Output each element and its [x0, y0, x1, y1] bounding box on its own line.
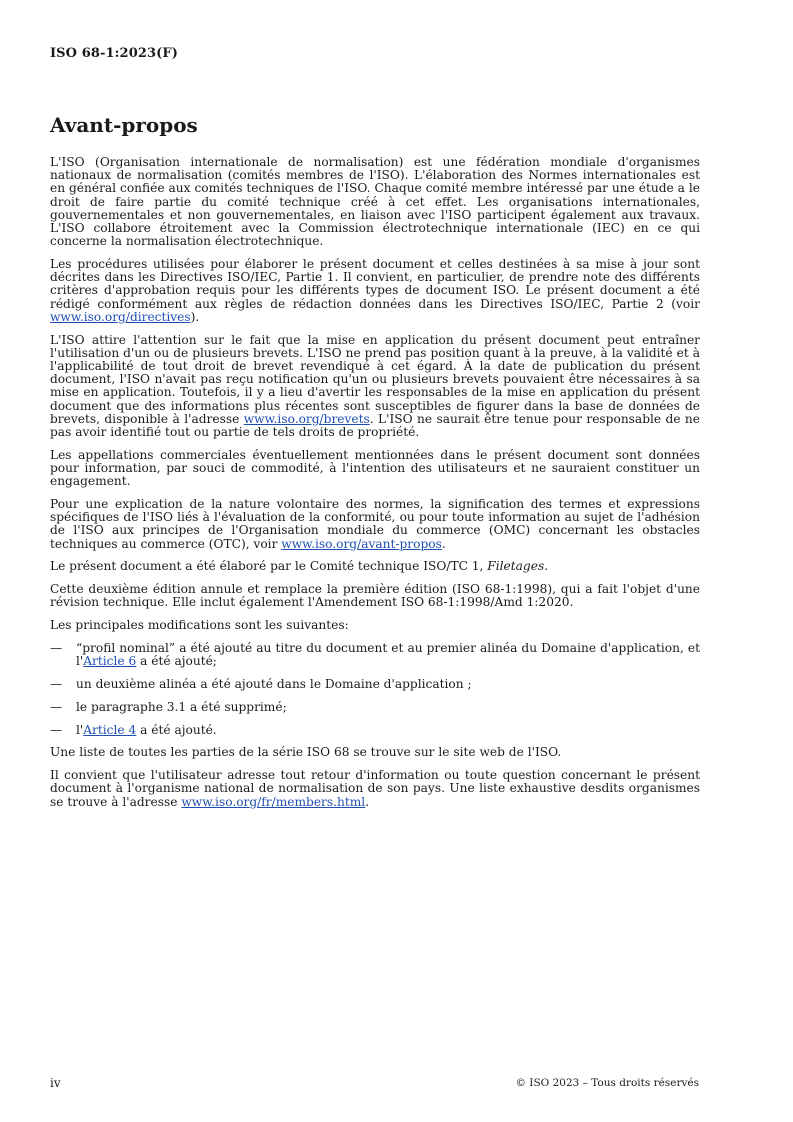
list-item — [50, 724, 700, 737]
paragraph-text: Le présent document a été élaboré par le Comité technique ISO/TC 1, — [50, 559, 488, 574]
list-item-text: le paragraphe 3.1 a été supprimé; — [76, 699, 287, 714]
paragraph-feedback — [50, 769, 700, 809]
section-title: Avant-propos — [50, 113, 198, 137]
paragraph-text-end: . — [544, 559, 549, 574]
paragraph-text: Les procédures utilisées pour élaborer le présent document et celles destinées à sa mise à jour sont décrites dans les Directives ISO/IEC, Partie 1. Il convient, en particulier, de prendre note des différents critères d'approbation requis pour les différents types de document ISO. Le présent document a été rédigé conformément aux règles de rédaction données dans les Directives ISO/IEC, Partie 2 (voir — [50, 257, 700, 311]
list-dash: — — [50, 677, 63, 692]
list-dash: — — [50, 722, 63, 737]
list-item-text-start: “profil nominal” a été ajouté au titre du document et au premier alinéa du Domaine d'application, et l' — [76, 641, 700, 669]
list-dash: — — [50, 641, 63, 656]
paragraph-series-list: Une liste de toutes les parties de la série ISO 68 se trouve sur le site web de l'ISO. — [50, 745, 562, 760]
paragraph-committee — [50, 560, 700, 573]
paragraph-text-end: ). — [190, 309, 200, 324]
paragraph-patents — [50, 334, 700, 440]
paragraph-text: Il convient que l'utilisateur adresse tout retour d'information ou toute question concernant le présent document à l'organisme national de normalisation de son pays. Une liste exhaustive desdits organismes se trouve à l'adresse — [50, 768, 700, 809]
paragraph-text-end: . L'ISO ne saurait être tenue pour responsable de ne pas avoir identifié tout ou partie de tels droits de propriété. — [50, 411, 700, 440]
paragraph-trade-names: Les appellations commerciales éventuellement mentionnées dans le présent document sont données pour information, par souci de commodité, à l'intention des utilisateurs et ne sauraient constituer un engagement. — [50, 447, 700, 489]
paragraph-text: L'ISO attire l'attention sur le fait que la mise en application du présent document peut entraîner l'utilisation d'un ou de plusieurs brevets. L'ISO ne prend pas position quant à la preuve, à la validité et à l'applicabilité de tout droit de brevet revendiqué à cet égard. À la date de publication du présent document, l'ISO n'avait pas reçu notification qu'un ou plusieurs brevets pouvaient être nécessaires à sa mise en application. Toutefois, il y a lieu d'avertir les responsables de la mise en application du présent document que des informations plus récentes sont susceptibles de figurer dans la base de données de brevets, disponible à l'adresse — [50, 332, 700, 426]
link-avant-propos[interactable]: www.iso.org/avant-propos — [281, 536, 442, 551]
list-item-text: un deuxième alinéa a été ajouté dans le Domaine d'application ; — [76, 677, 472, 692]
link-directives[interactable]: www.iso.org/directives — [50, 309, 191, 324]
link-brevets[interactable]: www.iso.org/brevets — [243, 411, 370, 426]
list-item-text — [76, 724, 700, 737]
foreword-body — [50, 156, 700, 809]
paragraph-iso-organisation: L'ISO (Organisation internationale de normalisation) est une fédération mondiale d'organismes nationaux de normalisation (comités membres de l'ISO). L'élaboration des Normes internationales est en général confiée aux comités techniques de l'ISO. Chaque comité membre intéressé par une étude a le droit de faire partie du comité technique créé à cet effet. Les organisations internationales, gouvernementales et non gouvernementales, en liaison avec l'ISO participent également aux travaux. L'ISO collabore étroitement avec la Commission électrotechnique internationale (IEC) en ce qui concerne la normalisation électrotechnique. — [50, 155, 700, 249]
list-item-text-end: a été ajouté; — [136, 654, 217, 669]
link-article-4[interactable]: Article 4 — [83, 722, 137, 737]
paragraph-text: Pour une explication de la nature volontaire des normes, la signification des termes et expressions spécifiques de l'ISO liés à l'évaluation de la conformité, ou pour toute information au sujet de l'adhésion de l'ISO aux principes de l'Organisation mondiale du commerce (OMC) concernant les obstacles techniques au commerce (OTC), voir — [50, 497, 700, 551]
list-dash: — — [50, 699, 63, 714]
paragraph-changes-intro: Les principales modifications sont les suivantes: — [50, 618, 349, 633]
paragraph-edition: Cette deuxième édition annule et remplace la première édition (ISO 68-1:1998), qui a fait l'objet d'une révision technique. Elle inclut également l'Amendement ISO 68-1:1998/Amd 1:2020. — [50, 582, 700, 610]
link-article-6[interactable]: Article 6 — [83, 654, 137, 669]
paragraph-text-end: . — [365, 794, 370, 809]
list-item — [50, 678, 700, 691]
list-item — [50, 701, 700, 714]
list-item-text-start: l' — [76, 722, 84, 737]
link-members[interactable]: www.iso.org/fr/members.html — [181, 794, 366, 809]
document-identifier: ISO 68-1:2023(F) — [50, 46, 178, 61]
page-number: iv — [50, 1076, 61, 1090]
paragraph-voluntary-nature — [50, 498, 700, 551]
list-item-text — [76, 642, 700, 668]
copyright-notice: © ISO 2023 – Tous droits réservés — [515, 1077, 699, 1089]
list-item — [50, 642, 700, 668]
committee-name: Filetages — [487, 559, 545, 574]
paragraph-procedures — [50, 258, 700, 324]
paragraph-text-end: . — [441, 536, 446, 551]
list-item-text-end: a été ajouté. — [136, 722, 217, 737]
